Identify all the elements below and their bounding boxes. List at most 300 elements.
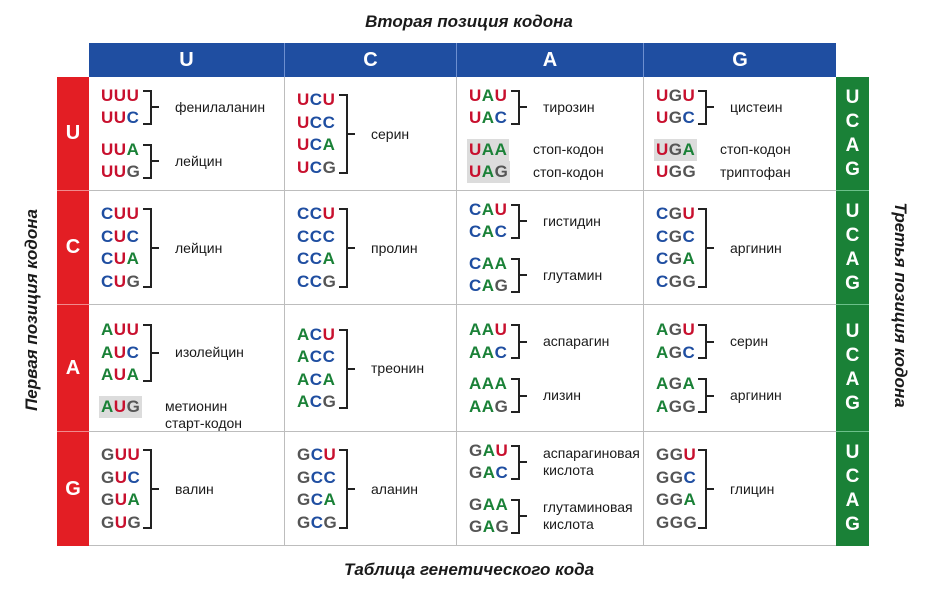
nucleotide-c: C	[656, 271, 669, 291]
nucleotide-g: G	[297, 467, 311, 487]
nucleotide-c: C	[297, 249, 310, 268]
nucleotide-a: A	[481, 162, 495, 181]
codon-cuu	[99, 203, 141, 225]
nucleotide-a: A	[322, 135, 336, 154]
codon-gaa	[467, 494, 510, 516]
bracket	[698, 90, 707, 125]
bracket	[511, 445, 520, 480]
nucleotide-u: U	[101, 162, 114, 181]
nucleotide-g: G	[668, 108, 683, 127]
nucleotide-g: G	[668, 249, 683, 268]
nucleotide-u: U	[113, 365, 127, 384]
codon-gac	[467, 462, 510, 484]
nucleotide-u: U	[494, 320, 508, 339]
codon-ucc	[295, 112, 337, 134]
nucleotide-a: A	[682, 249, 696, 268]
bracket-tick	[348, 133, 355, 135]
nucleotide-c: C	[101, 249, 114, 268]
nucleotide-c: C	[310, 445, 324, 464]
nucleotide-g: G	[669, 490, 684, 509]
bracket-tick	[152, 247, 159, 249]
bracket	[698, 324, 707, 359]
codon-aca	[295, 369, 337, 391]
nucleotide-a: A	[322, 369, 336, 389]
nucleotide-g: G	[683, 512, 698, 532]
nucleotide-a: A	[481, 374, 495, 393]
codon-cac	[467, 221, 509, 243]
codon-uau	[467, 85, 509, 107]
bracket	[143, 208, 152, 288]
third-letter-c: C	[845, 345, 860, 366]
nucleotide-g: G	[469, 517, 483, 536]
nucleotide-c: C	[656, 204, 669, 223]
nucleotide-u: U	[469, 162, 482, 181]
nucleotide-u: U	[683, 445, 697, 464]
nucleotide-g: G	[682, 162, 697, 181]
bracket	[511, 499, 520, 534]
bracket	[339, 208, 348, 288]
codon-uca	[295, 134, 337, 156]
bracket-tick	[520, 106, 527, 108]
nucleotide-u: U	[297, 112, 310, 132]
nucleotide-c: C	[322, 347, 336, 366]
nucleotide-c: C	[309, 271, 323, 291]
nucleotide-u: U	[494, 199, 508, 219]
amino-acid-label: аргинин	[730, 239, 782, 256]
nucleotide-c: C	[309, 392, 323, 411]
nucleotide-a: A	[494, 253, 508, 273]
third-letter-g: G	[845, 158, 860, 180]
nucleotide-u: U	[682, 85, 696, 105]
third-letter-a: A	[845, 248, 860, 270]
nucleotide-c: C	[494, 108, 508, 127]
bracket-tick	[152, 160, 159, 162]
codon-gua	[99, 489, 142, 511]
bracket	[511, 258, 520, 293]
nucleotide-g: G	[101, 512, 115, 532]
codon-aau	[467, 319, 509, 341]
nucleotide-g: G	[668, 342, 683, 362]
codon-gug	[99, 512, 143, 534]
nucleotide-a: A	[126, 249, 140, 268]
nucleotide-u: U	[469, 108, 482, 127]
nucleotide-c: C	[309, 369, 323, 389]
nucleotide-g: G	[669, 467, 684, 487]
nucleotide-c: C	[495, 463, 509, 482]
nucleotide-a: A	[481, 396, 495, 416]
codon-ucu	[295, 89, 337, 111]
nucleotide-a: A	[469, 374, 482, 393]
nucleotide-a: A	[682, 374, 696, 393]
nucleotide-u: U	[656, 139, 669, 159]
nucleotide-g: G	[668, 139, 683, 159]
nucleotide-a: A	[656, 396, 669, 416]
nucleotide-g: G	[495, 517, 510, 536]
third-position-column	[836, 77, 869, 546]
nucleotide-u: U	[322, 90, 336, 109]
amino-acid-label: изолейцин	[175, 344, 244, 361]
amino-acid-label: стоп-кодон	[533, 141, 604, 158]
amino-acid-label: кислота	[543, 462, 594, 478]
codon-aaa	[467, 373, 509, 395]
nucleotide-u: U	[126, 85, 140, 105]
codon-aua	[99, 364, 141, 386]
nucleotide-c: C	[469, 276, 482, 295]
bracket	[143, 90, 152, 125]
nucleotide-a: A	[494, 374, 508, 393]
nucleotide-g: G	[323, 512, 338, 532]
bracket-tick	[348, 488, 355, 490]
nucleotide-c: C	[101, 271, 114, 291]
codon-aga	[654, 373, 697, 395]
nucleotide-a: A	[126, 365, 140, 384]
first-c: C	[57, 191, 89, 305]
nucleotide-g: G	[669, 445, 684, 464]
nucleotide-c: C	[126, 108, 140, 127]
nucleotide-u: U	[114, 490, 128, 509]
codon-cell	[644, 191, 836, 305]
nucleotide-c: C	[682, 108, 696, 127]
codon-guu	[99, 444, 142, 466]
nucleotide-u: U	[322, 204, 336, 223]
nucleotide-a: A	[101, 365, 114, 384]
nucleotide-g: G	[297, 490, 311, 509]
nucleotide-g: G	[101, 445, 115, 464]
nucleotide-c: C	[656, 249, 669, 268]
nucleotide-a: A	[481, 139, 495, 159]
nucleotide-g: G	[469, 494, 483, 514]
third-letter-u: U	[845, 321, 860, 342]
codon-cell	[89, 191, 285, 305]
nucleotide-u: U	[682, 204, 696, 223]
codon-cgg	[654, 271, 698, 293]
bracket	[698, 449, 707, 529]
amino-acid-label: триптофан	[720, 163, 791, 180]
header-c: C	[285, 43, 457, 77]
amino-acid-label: валин	[175, 480, 214, 497]
codon-gau	[467, 440, 510, 462]
amino-acid-label: аргинин	[730, 387, 782, 403]
nucleotide-a: A	[297, 324, 310, 344]
nucleotide-a: A	[481, 253, 495, 273]
amino-acid-label: серин	[371, 125, 410, 142]
nucleotide-a: A	[482, 440, 496, 460]
nucleotide-a: A	[101, 396, 114, 416]
codon-cell	[89, 432, 285, 546]
nucleotide-c: C	[297, 271, 310, 291]
nucleotide-u: U	[126, 320, 140, 339]
third-letter-a: A	[845, 369, 860, 390]
nucleotide-u: U	[113, 85, 127, 105]
nucleotide-u: U	[656, 108, 669, 127]
nucleotide-u: U	[113, 396, 127, 416]
nucleotide-g: G	[322, 392, 337, 411]
first-a: A	[57, 305, 89, 432]
nucleotide-u: U	[101, 139, 114, 159]
nucleotide-a: A	[297, 347, 310, 366]
third-position-group	[836, 191, 869, 305]
bracket-tick	[707, 488, 714, 490]
nucleotide-u: U	[114, 467, 128, 487]
nucleotide-a: A	[481, 108, 495, 127]
nucleotide-c: C	[101, 204, 114, 223]
nucleotide-a: A	[482, 517, 496, 536]
nucleotide-c: C	[682, 342, 696, 362]
nucleotide-a: A	[682, 139, 696, 159]
nucleotide-c: C	[309, 135, 323, 154]
codon-cell	[644, 432, 836, 546]
nucleotide-c: C	[309, 157, 323, 177]
nucleotide-g: G	[469, 440, 483, 460]
nucleotide-u: U	[682, 320, 696, 339]
nucleotide-u: U	[113, 249, 127, 268]
codon-cau	[467, 199, 509, 221]
codon-cgu	[654, 203, 697, 225]
bracket-tick	[707, 395, 714, 397]
bracket	[143, 449, 152, 529]
nucleotide-g: G	[669, 512, 684, 532]
nucleotide-g: G	[682, 396, 697, 416]
codon-ccu	[295, 203, 337, 225]
nucleotide-g: G	[127, 512, 142, 532]
amino-acid-label: серин	[730, 333, 769, 349]
codon-uaa	[467, 139, 509, 161]
codon-cell	[285, 77, 457, 191]
third-letter-g: G	[845, 393, 860, 414]
nucleotide-u: U	[297, 157, 310, 177]
nucleotide-a: A	[481, 222, 495, 241]
nucleotide-u: U	[113, 162, 127, 181]
nucleotide-g: G	[322, 271, 337, 291]
nucleotide-c: C	[310, 512, 324, 532]
nucleotide-a: A	[494, 139, 508, 159]
nucleotide-c: C	[297, 226, 310, 246]
amino-acid-label: пролин	[371, 239, 418, 256]
bracket	[143, 324, 152, 382]
nucleotide-u: U	[114, 512, 128, 532]
amino-acid-label: лейцин	[175, 239, 223, 256]
nucleotide-g: G	[322, 157, 337, 177]
third-letter-c: C	[845, 466, 860, 487]
nucleotide-c: C	[127, 467, 141, 487]
third-letter-a: A	[845, 134, 860, 156]
bracket-tick	[348, 247, 355, 249]
nucleotide-a: A	[656, 320, 669, 339]
codon-aag	[467, 396, 510, 418]
bracket-tick	[707, 106, 714, 108]
nucleotide-c: C	[309, 204, 323, 223]
nucleotide-u: U	[127, 445, 141, 464]
bracket-tick	[520, 395, 527, 397]
codon-cuc	[99, 226, 141, 248]
codon-gcu	[295, 444, 338, 466]
bracket	[511, 378, 520, 413]
codon-cag	[467, 275, 510, 297]
amino-acid-label: треонин	[371, 360, 425, 376]
codon-guc	[99, 467, 142, 489]
nucleotide-a: A	[297, 369, 310, 389]
codon-cell	[89, 77, 285, 191]
codon-cell	[457, 191, 644, 305]
nucleotide-c: C	[310, 490, 324, 509]
nucleotide-g: G	[494, 162, 509, 181]
bracket	[143, 144, 152, 179]
nucleotide-g: G	[668, 204, 683, 223]
codon-grid	[89, 77, 836, 546]
second-position-header	[89, 43, 836, 77]
codon-cua	[99, 248, 141, 270]
codon-cell	[644, 305, 836, 432]
nucleotide-c: C	[469, 253, 482, 273]
bracket	[511, 204, 520, 239]
codon-ccg	[295, 271, 338, 293]
codon-cell	[89, 305, 285, 432]
codon-cell	[644, 77, 836, 191]
codon-ggu	[654, 444, 698, 466]
nucleotide-c: C	[682, 226, 696, 246]
nucleotide-u: U	[469, 139, 482, 159]
nucleotide-g: G	[126, 396, 141, 416]
nucleotide-g: G	[682, 271, 697, 291]
nucleotide-g: G	[668, 396, 683, 416]
codon-ugu	[654, 85, 697, 107]
nucleotide-c: C	[469, 199, 482, 219]
amino-acid-label: лейцин	[175, 152, 223, 169]
nucleotide-u: U	[322, 324, 336, 344]
amino-acid-label: аланин	[371, 480, 419, 497]
codon-aug	[99, 396, 142, 418]
table-caption: Таблица генетического кода	[343, 560, 595, 579]
codon-gag	[467, 516, 511, 538]
codon-ugg	[654, 161, 698, 183]
amino-acid-label: глицин	[730, 480, 775, 497]
nucleotide-u: U	[113, 320, 127, 339]
amino-acid-label: глутамин	[543, 266, 603, 283]
nucleotide-g: G	[297, 512, 311, 532]
nucleotide-a: A	[101, 342, 114, 362]
codon-agu	[654, 319, 697, 341]
codon-ccc	[295, 226, 337, 248]
codon-acu	[295, 324, 337, 346]
nucleotide-c: C	[309, 324, 323, 344]
nucleotide-u: U	[126, 204, 140, 223]
codon-cell	[285, 432, 457, 546]
nucleotide-g: G	[656, 467, 670, 487]
nucleotide-c: C	[323, 467, 337, 487]
nucleotide-g: G	[668, 162, 683, 181]
codon-cgc	[654, 226, 697, 248]
bracket	[698, 208, 707, 288]
bracket	[339, 329, 348, 409]
nucleotide-a: A	[101, 320, 114, 339]
bracket-tick	[152, 352, 159, 354]
third-letter-c: C	[845, 224, 860, 246]
nucleotide-u: U	[494, 85, 508, 105]
bracket	[339, 94, 348, 174]
nucleotide-u: U	[656, 85, 669, 105]
amino-acid-label: стоп-кодон	[720, 141, 791, 158]
codon-cell	[285, 191, 457, 305]
nucleotide-g: G	[656, 512, 670, 532]
bracket-tick	[520, 461, 527, 463]
codon-cell	[457, 77, 644, 191]
nucleotide-u: U	[113, 271, 127, 291]
first-position-title: Первая позиция кодона	[22, 209, 41, 411]
nucleotide-g: G	[494, 276, 509, 295]
nucleotide-u: U	[495, 440, 509, 460]
amino-acid-label: метионин	[165, 397, 228, 414]
nucleotide-g: G	[668, 85, 683, 105]
first-position-column	[57, 77, 89, 546]
nucleotide-u: U	[297, 135, 310, 154]
codon-gcg	[295, 512, 339, 534]
nucleotide-c: C	[309, 90, 323, 109]
nucleotide-a: A	[481, 320, 495, 339]
nucleotide-c: C	[101, 226, 114, 246]
nucleotide-c: C	[309, 347, 323, 366]
codon-caa	[467, 253, 509, 275]
nucleotide-c: C	[297, 204, 310, 223]
nucleotide-u: U	[114, 445, 128, 464]
nucleotide-a: A	[482, 463, 496, 482]
nucleotide-u: U	[656, 162, 669, 181]
nucleotide-c: C	[656, 226, 669, 246]
nucleotide-c: C	[309, 249, 323, 268]
nucleotide-g: G	[126, 162, 141, 181]
nucleotide-c: C	[683, 467, 697, 487]
nucleotide-u: U	[113, 226, 127, 246]
bracket	[339, 449, 348, 529]
codon-acc	[295, 346, 337, 368]
nucleotide-u: U	[297, 90, 310, 109]
nucleotide-u: U	[469, 85, 482, 105]
bracket-tick	[707, 341, 714, 343]
codon-uga	[654, 139, 697, 161]
codon-ggc	[654, 467, 698, 489]
codon-gcc	[295, 467, 338, 489]
bracket-tick	[707, 247, 714, 249]
nucleotide-a: A	[482, 494, 496, 514]
nucleotide-u: U	[113, 108, 127, 127]
nucleotide-g: G	[656, 490, 670, 509]
third-position-group	[836, 305, 869, 432]
nucleotide-c: C	[494, 342, 508, 362]
nucleotide-c: C	[310, 467, 324, 487]
nucleotide-c: C	[126, 226, 140, 246]
amino-acid-label: старт-кодон	[165, 414, 243, 431]
nucleotide-c: C	[494, 222, 508, 241]
codon-cga	[654, 248, 697, 270]
first-u: U	[57, 77, 89, 191]
nucleotide-u: U	[101, 85, 114, 105]
codon-uuc	[99, 107, 141, 129]
codon-cell	[285, 305, 457, 432]
nucleotide-g: G	[126, 271, 141, 291]
nucleotide-a: A	[481, 85, 495, 105]
amino-acid-label: аспарагиновая	[543, 445, 640, 461]
nucleotide-a: A	[481, 199, 495, 219]
amino-acid-label: глутаминовая	[543, 499, 633, 515]
nucleotide-u: U	[113, 342, 127, 362]
nucleotide-g: G	[668, 271, 683, 291]
codon-auu	[99, 319, 141, 341]
codon-cell	[457, 432, 644, 546]
amino-acid-label: тирозин	[543, 98, 595, 115]
codon-uug	[99, 161, 142, 183]
codon-agc	[654, 342, 697, 364]
bracket-tick	[520, 274, 527, 276]
amino-acid-label: кислота	[543, 516, 594, 532]
